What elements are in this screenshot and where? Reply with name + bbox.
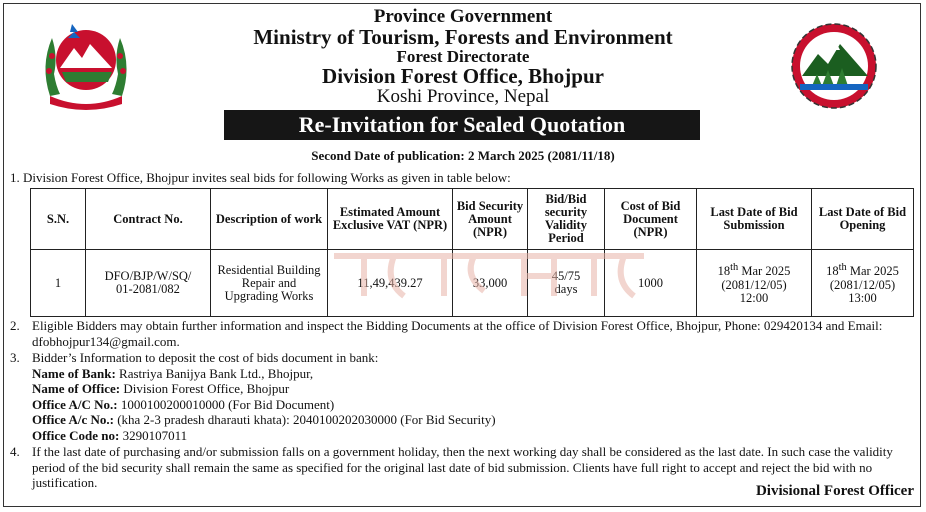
table-row [31,250,914,317]
header-ministry: Ministry of Tourism, Forests and Environment [253,25,673,49]
cell-contract: DFO/BJP/W/SQ/ 01-2081/082 [86,250,211,317]
header-directorate: Forest Directorate [396,47,530,66]
cell-security: 33,000 [453,250,528,317]
col-header: Bid Security Amount (NPR) [453,189,528,250]
table-header-row [31,189,914,250]
header-office: Division Forest Office, Bhojpur [322,64,604,88]
col-header: Bid/Bid security Validity Period [528,189,605,250]
bid-table [30,188,914,317]
cell-estimated: 11,49,439.27 [328,250,453,317]
office-code: Office Code no: 3290107011 [32,427,188,443]
header-province: Province Government [373,6,553,27]
cell-cost: 1000 [605,250,697,317]
notice-title: Re-Invitation for Sealed Quotation [224,110,700,140]
cell-description: Residential Building Repair and Upgrading Works [211,250,328,317]
col-header: Last Date of Bid Opening [812,189,914,250]
cell-validity: 45/75 days [528,250,605,317]
col-header: Description of work [211,189,328,250]
intro-paragraph: 1. Division Forest Office, Bhojpur invites seal bids for following Works as given in table below: [10,170,511,185]
item-4-text: If the last date of purchasing and/or submission falls on a government holiday, then the next working day shall be considered as the last date. In such case the validity period of the bid security shall remain the same as specified for the original last date of bid submission. Clients have full right to accept and reject the bid with no justification. [32,444,893,490]
account-document: Office A/C No.: 1000100200010000 (For Bid Document) [32,396,335,412]
bank-name: Name of Bank: Rastriya Banijya Bank Ltd., Bhojpur, [32,365,314,381]
col-header: Contract No. [86,189,211,250]
header-location: Koshi Province, Nepal [376,86,550,107]
office-name: Name of Office: Division Forest Office, Bhojpur [32,381,290,396]
cell-submission-date: 18th Mar 2025 (2081/12/05) 12:00 [697,250,812,317]
cell-opening-date: 18th Mar 2025 (2081/12/05) 13:00 [812,250,914,317]
item-3: 3. Bidder’s Information to deposit the cost of bids document in bank: Name of Bank: Rastriya Banijya Bank Ltd., Bhojpur, Name of Office: Division Forest Office, Bhojpur Office A/C No.: 1000100200010000 (For Bid Document) Office A/c No.: (kha 2-3 pradesh dharauti khata): 2040100202030000 (For Bid Security) Office Code no: 3290107011 [10,350,916,443]
item-2-text: Eligible Bidders may obtain further information and inspect the Bidding Documents at the office of Division Forest Office, Bhojpur, Phone: 029420134 and Email: dfobhojpur134@gmail.com. [32,318,883,349]
cell-sn: 1 [31,250,86,317]
bank-info-intro: Bidder’s Information to deposit the cost of bids document in bank: [32,350,379,365]
publication-date: Second Date of publication: 2 March 2025 (2081/11/18) [311,148,615,163]
item-2: 2. Eligible Bidders may obtain further information and inspect the Bidding Documents at the office of Division Forest Office, Bhojpur, Phone: 029420134 and Email: dfobhojpur134@gmail.com. [10,318,916,349]
col-header: Last Date of Bid Submission [697,189,812,250]
signature: Divisional Forest Officer [755,483,914,499]
item-4: 4. If the last date of purchasing and/or submission falls on a government holiday, then the next working day shall be considered as the last date. In such case the validity period of the bid security shall remain the same as specified for the original last date of bid submission. Clients have full right to accept and reject the bid with no justification. [10,444,916,491]
col-header: Estimated Amount Exclusive VAT (NPR) [328,189,453,250]
col-header: Cost of Bid Document (NPR) [605,189,697,250]
col-header: S.N. [31,189,86,250]
account-security: Office A/c No.: (kha 2-3 pradesh dharauti khata): 2040100202030000 (For Bid Security) [32,412,496,427]
